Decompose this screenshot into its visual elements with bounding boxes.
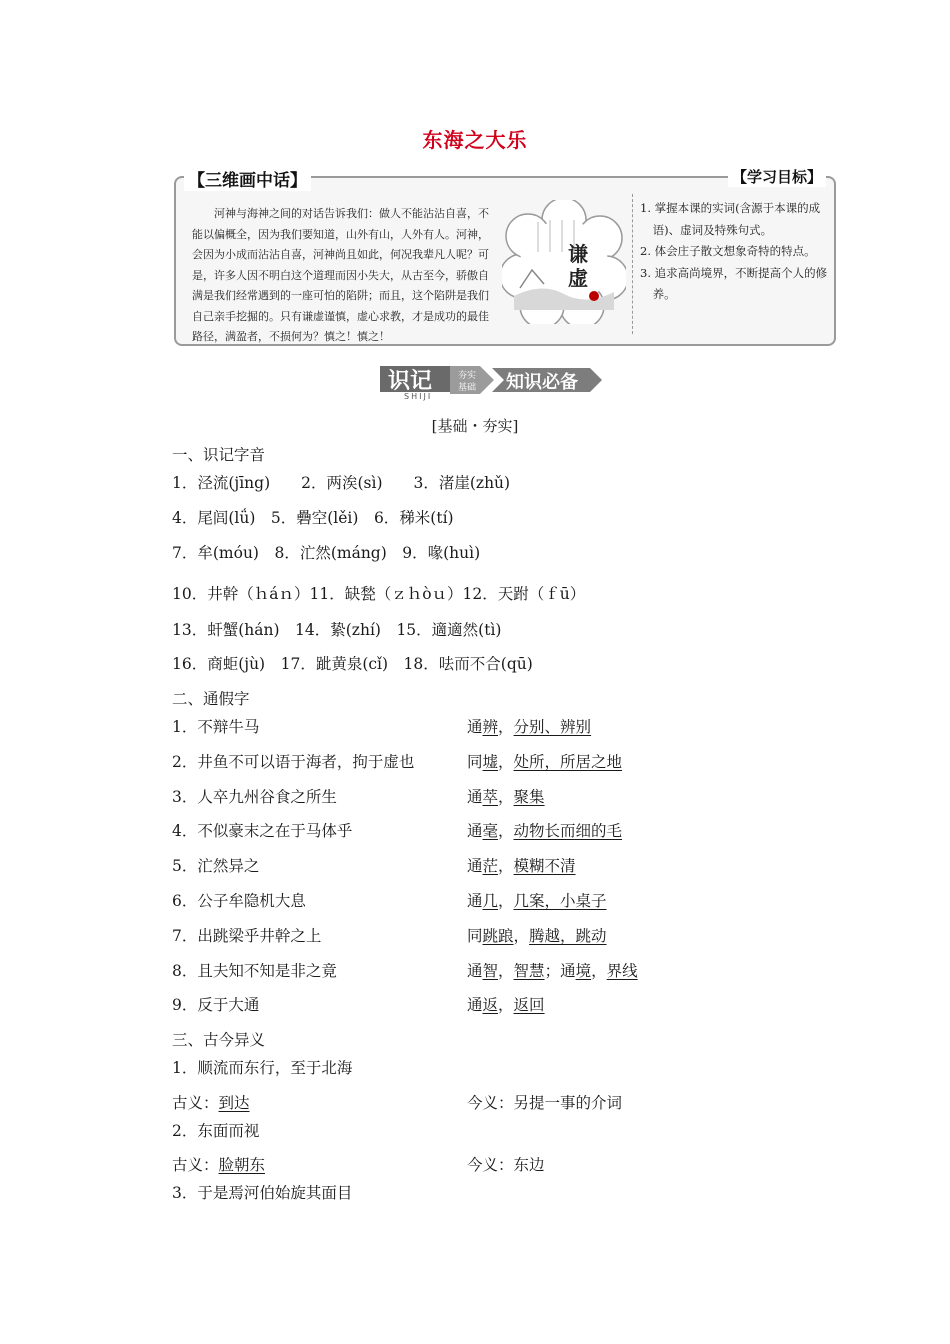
intro-header: 【三维画中话】 [184, 166, 311, 191]
tongjia-item: 5．汒然异之 [172, 857, 260, 875]
banner-pinyin: SHIJI [404, 392, 433, 401]
tongjia-item: 8．且夫知不知是非之竟 [172, 962, 337, 980]
seal-text: 谦虚 [568, 242, 588, 290]
pronunciation-line: 7．牟(móu) 8．汒然(máng) 9．喙(huì) [172, 544, 481, 562]
tongjia-explain: 通茫，模糊不清 [467, 857, 576, 875]
banner-small-bottom: 基础 [458, 383, 477, 393]
tongjia-explain: 通毫，动物长而细的毛 [467, 822, 623, 840]
ancient-meaning: 古义：到达 [172, 1094, 250, 1112]
pronunciation-line: 10．井幹（ｈáｎ）11．缺甃（ｚｈòｕ）12．天跗（ｆū） [172, 585, 586, 603]
pronunciation-line: 13．虷蟹(hán) 14．絷(zhí) 15．適適然(tì) [172, 621, 502, 639]
example-sentence: 3．于是焉河伯始旋其面目 [172, 1184, 353, 1202]
subheading: [基础・夯实] [431, 417, 519, 435]
example-sentence: 2．东面而视 [172, 1122, 260, 1140]
goals-list [640, 198, 836, 306]
section-banner [380, 364, 602, 400]
tongjia-item: 1．不辩牛马 [172, 718, 260, 736]
tongjia-item: 2．井鱼不可以语于海者，拘于虚也 [172, 753, 415, 771]
section-heading: 二、通假字 [172, 690, 250, 708]
tongjia-explain: 通辨，分别、辨别 [467, 718, 592, 736]
intro-text: 河神与海神之间的对话告诉我们：做人不能沾沾自喜，不能以偏概全，因为我们要知道，山外有山，人外有人。河神，会因为小成而沾沾自喜，河神尚且如此，何况我辈凡人呢？可是，许多人因不明白这个道理而因小失大，从古至今，骄傲自满是我们经常遇到的一座可怕的陷阱；而且，这个陷阱是我们自己亲手挖掘的。只有谦虚谨慎，虚心求教，才是成功的最佳路径，满盈者，不损何为？慎之！慎之！ [192, 207, 489, 343]
tongjia-item: 3．人卒九州谷食之所生 [172, 788, 337, 806]
tongjia-item: 4．不似豪末之在于马体乎 [172, 822, 353, 840]
page-title: 东海之大乐 [422, 128, 528, 152]
tongjia-explain: 同墟，处所，所居之地 [467, 753, 623, 771]
modern-meaning: 今义：东边 [467, 1156, 545, 1174]
intro-box [174, 168, 836, 346]
goal-item: 2. 体会庄子散文想象奇特的特点。 [640, 244, 816, 258]
pronunciation-line: 16．商蚷(jù) 17．跐黄泉(cǐ) 18．呿而不合(qū) [172, 655, 533, 673]
tongjia-explain: 同跳踉，腾越，跳动 [467, 927, 607, 945]
box-divider [632, 194, 633, 334]
ancient-meaning: 古义：脸朝东 [172, 1156, 266, 1174]
tongjia-explain: 通几，几案，小桌子 [467, 892, 607, 910]
banner-small-top: 夯实 [458, 371, 477, 381]
banner-right: 知识必备 [506, 372, 578, 393]
section-heading: 三、古今异义 [172, 1031, 266, 1049]
tongjia-item: 9．反于大通 [172, 996, 260, 1014]
tongjia-item: 6．公子牟隐机大息 [172, 892, 306, 910]
goals-header: 【学习目标】 [728, 166, 826, 187]
pronunciation-line: 1．泾流(jīng) 2．两涘(sì) 3．渚崖(zhǔ) [172, 474, 511, 492]
pronunciation-line: 4．尾闾(lǘ) 5．礨空(lěi) 6．稊米(tí) [172, 509, 454, 527]
goal-item: 3. 追求高尚境界，不断提高个人的修养。 [640, 265, 828, 301]
section-heading: 一、识记字音 [172, 446, 266, 464]
tongjia-item: 7．出跳梁乎井幹之上 [172, 927, 322, 945]
tongjia-explain: 通返，返回 [467, 996, 545, 1014]
tongjia-explain: 通萃，聚集 [467, 788, 545, 806]
modern-meaning: 今义：另提一事的介词 [467, 1094, 623, 1112]
goal-item: 1. 掌握本课的实词(含源于本课的成语)、虚词及特殊句式。 [640, 201, 821, 237]
banner-title: 识记 [388, 369, 433, 394]
example-sentence: 1．顺流而东行，至于北海 [172, 1059, 353, 1077]
tongjia-explain: 通智，智慧；通境，界线 [467, 962, 638, 980]
